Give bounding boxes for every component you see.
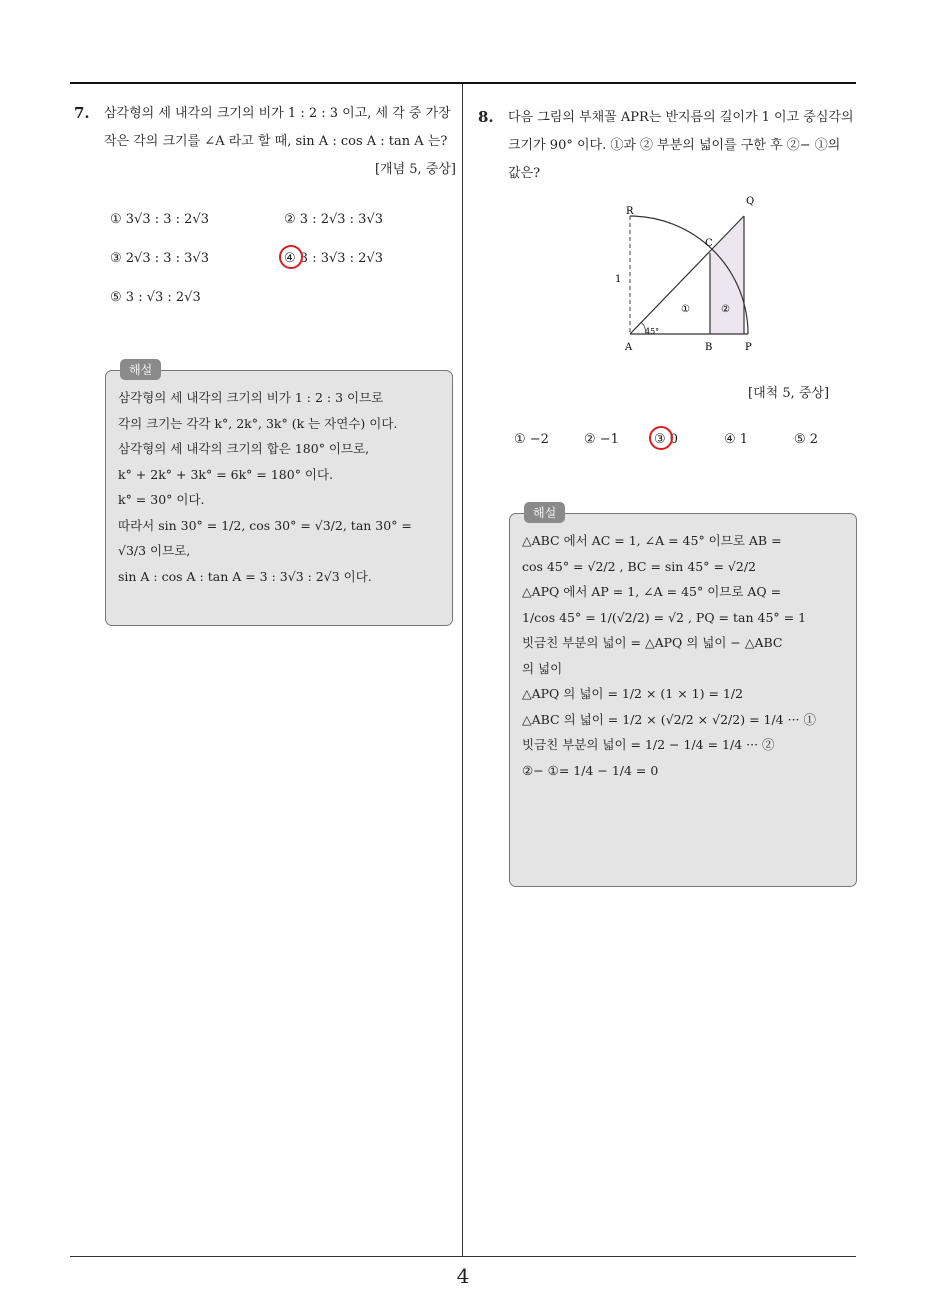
q8-solution-line: △ABC 의 넓이 = 1/2 × (√2/2 × √2/2) = 1/4 ··· ① [522, 711, 816, 727]
column-divider [462, 84, 463, 1256]
q8-tag: [대척 5, 중상] [748, 386, 830, 401]
q7-solution-line: k° = 30° 이다. [118, 492, 205, 507]
label-c: C [705, 238, 713, 249]
label-a: A [625, 342, 633, 353]
label-b: B [705, 342, 713, 353]
label-region-1: ① [681, 304, 690, 315]
label-p: P [745, 342, 752, 353]
q8-stem [508, 104, 856, 188]
q8-text: 다음 그림의 부채꼴 APR는 반지름의 길이가 1 이고 중심각의 크기가 90° 이다. ①과 ② 부분의 넓이를 구한 후 ②− ①의 값은? [508, 110, 854, 181]
q7-solution-line: 삼각형의 세 내각의 크기의 합은 180° 이므로, [118, 441, 370, 456]
q7-text: 삼각형의 세 내각의 크기의 비가 1 : 2 : 3 이고, 세 각 중 가장 작은 각의 크기를 ∠A 라고 할 때, sin A : cos A : tan A 는? [104, 106, 451, 149]
q8-solution-line: ②− ①= 1/4 − 1/4 = 0 [522, 762, 659, 778]
label-region-2: ② [721, 304, 730, 315]
q8-solution-line: 1/cos 45° = 1/(√2/2) = √2 , PQ = tan 45° = 1 [522, 609, 807, 625]
q8-option-5[interactable]: ⑤ 2 [794, 432, 819, 447]
q8-solution-badge: 해설 [524, 502, 565, 523]
q8-solution-lines [522, 528, 846, 783]
q8-solution-line: cos 45° = √2/2 , BC = sin 45° = √2/2 [522, 558, 756, 574]
q7-solution-line: √3/3 이므로, [118, 543, 191, 558]
q8-option-2[interactable]: ② −1 [584, 432, 619, 447]
q7-option-3[interactable]: ③ 2√3 : 3 : 3√3 [110, 251, 209, 266]
q8-number: 8. [478, 108, 494, 126]
q7-option-4[interactable]: ④ 3 : 3√3 : 2√3 [284, 251, 383, 266]
q8-solution-line: 빗금친 부분의 넓이 = △APQ 의 넓이 − △ABC [522, 635, 783, 650]
q7-answer-mark [279, 245, 303, 269]
q7-solution-lines [118, 385, 442, 589]
q7-stem [104, 100, 456, 184]
q7-number: 7. [74, 104, 90, 122]
q7-solution-badge: 해설 [120, 359, 161, 380]
q7-solution-line: 각의 크기는 각각 k°, 2k°, 3k° (k 는 자연수) 이다. [118, 415, 398, 431]
q7-option-2[interactable]: ② 3 : 2√3 : 3√3 [284, 212, 383, 227]
q8-solution-box [509, 506, 857, 887]
q8-option-1[interactable]: ① −2 [514, 432, 549, 447]
q7-solution-line: 따라서 sin 30° = 1/2, cos 30° = √3/2, tan 30° = [118, 517, 412, 533]
bottom-rule [70, 1256, 856, 1257]
sector-figure [612, 196, 762, 354]
q7-solution-line: 삼각형의 세 내각의 크기의 비가 1 : 2 : 3 이므로 [118, 390, 384, 405]
label-one: 1 [615, 274, 622, 285]
q8-solution-line: △APQ 에서 AP = 1, ∠A = 45° 이므로 AQ = [522, 584, 782, 599]
q8-solution-line: 의 넓이 [522, 660, 563, 676]
q8-option-3[interactable]: ③ 0 [654, 432, 679, 447]
q8-option-4[interactable]: ④ 1 [724, 432, 749, 447]
page-number: 4 [456, 1264, 470, 1288]
q7-option-1[interactable]: ① 3√3 : 3 : 2√3 [110, 212, 209, 227]
q8-solution-line: △ABC 에서 AC = 1, ∠A = 45° 이므로 AB = [522, 533, 782, 548]
label-r: R [626, 206, 634, 217]
q8-answer-mark [649, 426, 673, 450]
q8-solution-line: △APQ 의 넓이 = 1/2 × (1 × 1) = 1/2 [522, 686, 744, 701]
q7-tag: [개념 5, 중상] [374, 162, 456, 177]
q7-solution-line: sin A : cos A : tan A = 3 : 3√3 : 2√3 이다. [118, 568, 372, 584]
top-rule [70, 82, 856, 84]
q7-solution-line: k° + 2k° + 3k° = 6k° = 180° 이다. [118, 466, 334, 482]
q7-option-5[interactable]: ⑤ 3 : √3 : 2√3 [110, 290, 201, 305]
label-q: Q [746, 196, 755, 207]
q7-solution-box [105, 363, 453, 626]
label-angle: 45° [645, 327, 660, 336]
q8-solution-line: 빗금친 부분의 넓이 = 1/2 − 1/4 = 1/4 ··· ② [522, 737, 775, 752]
